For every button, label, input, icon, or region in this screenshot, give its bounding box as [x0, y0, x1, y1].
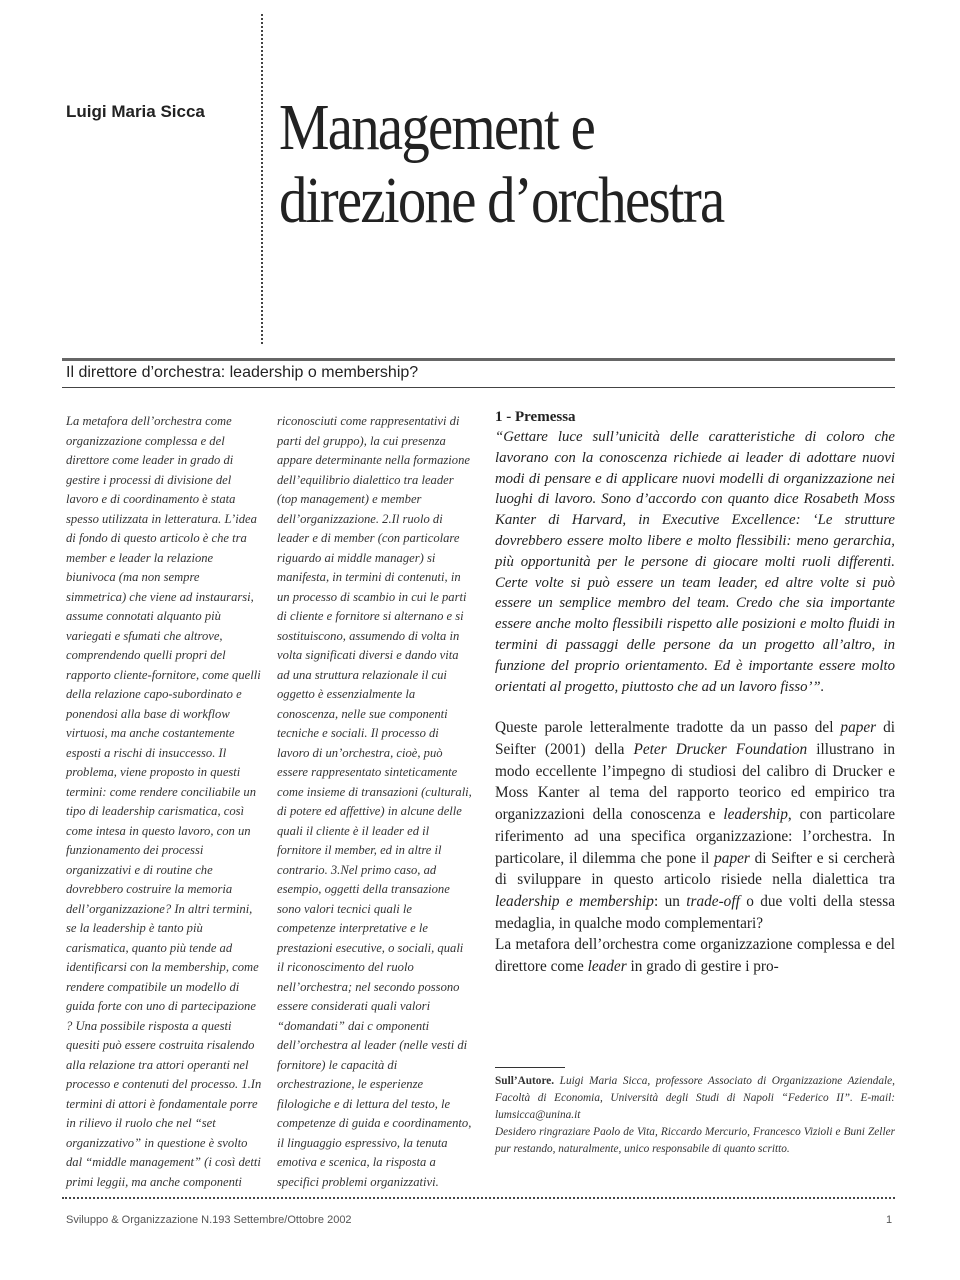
section-heading: 1 - Premessa: [495, 409, 576, 425]
main-text-column: [495, 408, 895, 978]
author-name: Luigi Maria Sicca: [66, 102, 205, 121]
footnote-thanks: Desidero ringraziare Paolo de Vita, Riccardo Mercurio, Francesco Vizioli e Buni Zeller pur restando, naturalmente, unico responsabile di quanto scritto.: [495, 1126, 895, 1155]
footer-rule: [62, 1197, 895, 1199]
title-line-1: Management e: [279, 91, 595, 164]
abstract-column-2: riconosciuti come rappresentativi di parti del gruppo), la cui presenza appare determinante nella formazione dell’equilibrio dialettico tra leader (top management) e member dell’organizzazione. 2.Il ruolo di leader e di member (con particolare riguardo ai middle manager) si manifesta, in termini di contenuti, in un processo di scambio in cui le parti di cliente e fornitore si alternano e si sostituiscono, assumendo di volta in volta significati diversi e dando vita ad una struttura relazionale il cui oggetto è essenzialmente la conoscenza, nelle sue componenti tecniche e sociali. Il processo di lavoro di un’orchestra, cioè, può essere rappresentato sinteticamente come insieme di transazioni (culturali, di potere ed affettive) in alcune delle quali il cliente è il leader ed il fornitore il member, ed in altre il contrario. 3.Nel primo caso, ad esempio, oggetti della transazione sono valori tecnici quali le competenze interpretative e le prestazioni esecutive, o sociali, quali il riconoscimento del ruolo nell’orchestra; nel secondo possono essere considerati quali valori “domandati” dai c omponenti dell’orchestra al leader (nelle vesti di fornitore) le capacità di orchestrazione, le esperienze filologiche e di lettura del testo, le competenze di guida e coordinamento, il linguaggio espressivo, la tenuta emotiva e scenica, la risposta a specifici problemi organizzativi.: [277, 414, 472, 1189]
opening-quote: “Gettare luce sull’unicità delle caratteristiche di coloro che lavorano con la conoscenza richiede ai leader di adottare nuovi modi di pensare e di applicare nuovi modelli di organizzazione nei luoghi di lavoro. Sono d’accordo con quanto dice Rosabeth Moss Kanter di Harvard, in Executive Excellence: ‘Le strutture dovrebbero essere molto libere e molto flessibili: meno gerarchia, più opportunità per le persone di giocare molti ruoli differenti. Certe volte si può essere un team leader, ed altre volte si può essere un semplice membro del team. Credo che sia importante essere anche molto flessibili rispetto alle posizioni e molto fluidi in termini di passaggi delle persone da un progetto all’altro, in funzione del proprio orientamento. Ed è importante essere molto orientati al progetto, piuttosto che ad un lavoro fisso’”.: [495, 429, 895, 695]
subtitle-rule: [62, 387, 895, 388]
body-paragraph-1: Queste parole letteralmente tradotte da un passo del paper di Seifter (2001) della Peter Drucker Foundation illustrano in modo eccellente l’impegno di studiosi del calibro di Drucker e Moss Kanter al tema del rapporto teorico ed empirico tra organizzazioni della conoscenza e leadership, con particolare riferimento ad una specifica organizzazione: l’orchestra. In particolare, il dilemma che pone il paper di Seifter e si cercherà di sviluppare in questo articolo risiede nella dialettica tra leadership e membership: un trade-off o due volti della stessa medaglia, in qualche modo complementari?: [495, 719, 895, 932]
top-rule: [62, 358, 895, 361]
abstract-column-1: La metafora dell’orchestra come organizzazione complessa e del direttore come leader in grado di gestire i processi di divisione del lavoro e di coordinamento è stata spesso utilizzata in letteratura. L’idea di fondo di questo articolo è che tra member e leader la relazione biunivoca (ma non sempre simmetrica) che viene ad instaurarsi, assume connotati alquanto più variegati e sfumati che altrove, comprendendo quelli propri del rapporto cliente-fornitore, come quelli della relazione capo-subordinato e ponendosi alla base di workflow virtuosi, ma anche costantemente esposti a rischi di insuccesso. Il problema, viene proposto in questi termini: come rendere conciliabile un tipo di leadership carismatica, così come intesa in questo lavoro, con un funzionamento dei processi organizzativi e di routine che dovrebbero costruire la memoria dell’organizzazione? In altri termini, se la leadership è tanto più carismatica, quanto più tende ad identificarsi con la membership, come rendere compatibile un modello di guida forte con uno di partecipazione ? Una possibile risposta a questi quesiti può essere costruita risalendo alla relazione tra attori operanti nel processo e contenuti del processo. 1.In termini di attori è fondamentale porre in rilievo il ruolo che nel “set organizzativo” in questione è svolto dal “middle management” (i così detti primi leggii, ma anche componenti: [66, 414, 262, 1189]
title-line-2: direzione d’orchestra: [279, 163, 724, 237]
footnote-rule: [495, 1067, 565, 1068]
page-number: 1: [886, 1214, 893, 1226]
article-subtitle: Il direttore d’orchestra: leadership o membership?: [66, 364, 419, 381]
vertical-divider: [261, 14, 263, 344]
article-title: [279, 92, 847, 237]
body-paragraph-2: La metafora dell’orchestra come organizzazione complessa e del direttore come leader in grado di gestire i pro-: [495, 936, 895, 976]
journal-footer: Sviluppo & Organizzazione N.193 Settembre/Ottobre 2002: [66, 1214, 352, 1226]
author-footnote: [495, 1073, 895, 1158]
footnote-author: Sull’Autore. Luigi Maria Sicca, professore Associato di Organizzazione Aziendale, Facoltà di Economia, Università degli Studi di Napoli “Federico II”. E-mail: lumsicca@unina.it: [495, 1075, 895, 1121]
